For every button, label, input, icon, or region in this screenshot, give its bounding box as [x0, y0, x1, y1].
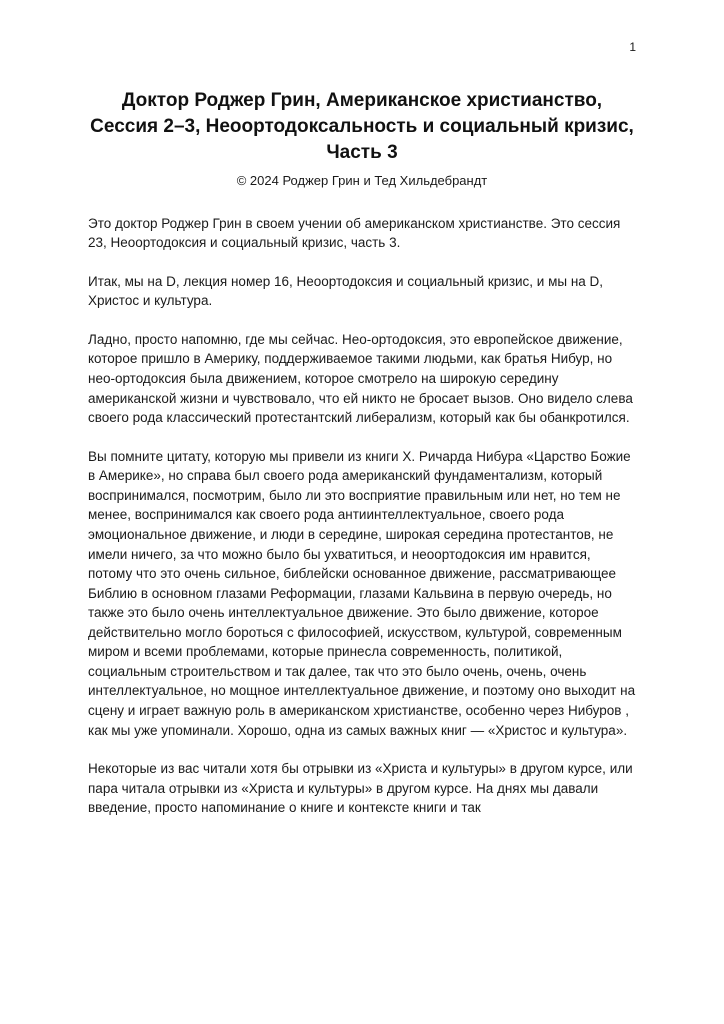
title-line-1: Доктор Роджер Грин, Американское христианство,	[121, 90, 603, 111]
paragraph-4: Вы помните цитату, которую мы привели из книги Х. Ричарда Нибура «Царство Божие в Америке», но справа был своего рода американский фундаментализм, который воспринимался, посмотрим, было ли это восприятие правильным или нет, но тем не менее, воспринимался как своего рода антиинтеллектуальное, своего рода эмоциональное движение, и люди в середине, широкая середина протестантов, не имели ничего, за что можно было бы ухватиться, и неоортодоксия им нравится, потому что это очень сильное, библейски основанное движение, рассматривающее Библию в основном глазами Реформации, глазами Кальвина в первую очередь, но также это было очень интеллектуальное движение. Это было движение, которое действительно могло бороться с философией, искусством, культурой, современным миром и всеми проблемами, которые принесла современность, политикой, социальным строительством и так далее, так что это было очень, очень, очень интеллектуальное, но мощное интеллектуальное движение, и поэтому оно выходит на сцену и играет важную роль в американском христианстве, особенно через Нибуров , как мы уже упоминали. Хорошо, одна из самых важных книг — «Христос и культура».	[88, 448, 636, 738]
paragraph-3: Ладно, просто напомню, где мы сейчас. Нео-ортодоксия, это европейское движение, которое пришло в Америку, поддерживаемое такими людьми, как братья Нибур, но нео-ортодоксия была движением, которое смотрело на широкую середину американской жизни и чувствовало, что ей никто не бросает вызов. Оно видело слева своего рода классический протестантский либерализм, который как бы обанкротился.	[88, 331, 633, 426]
page-number: 1	[629, 40, 636, 54]
title-line-3: Часть 3	[326, 142, 398, 164]
paragraph-2: Итак, мы на D, лекция номер 16, Неоортодоксия и социальный кризис, и мы на D, Христос и культура.	[88, 273, 604, 309]
paragraph-1: Это доктор Роджер Грин в своем учении об американском христианстве. Это сессия 23, Неоортодоксия и социальный кризис, часть 3.	[88, 215, 621, 251]
paragraph-5: Некоторые из вас читали хотя бы отрывки из «Христа и культуры» в другом курсе, или пара читала отрывки из «Христа и культуры» в другом курсе. На днях мы давали введение, просто напоминание о книге и контексте книги и так	[88, 761, 633, 816]
document-body	[88, 214, 636, 818]
title-line-2: Сессия 2–3, Неоортодоксальность и социальный кризис,	[90, 116, 634, 138]
document-title	[88, 88, 636, 167]
copyright-line: © 2024 Роджер Грин и Тед Хильдебрандт	[236, 172, 488, 188]
